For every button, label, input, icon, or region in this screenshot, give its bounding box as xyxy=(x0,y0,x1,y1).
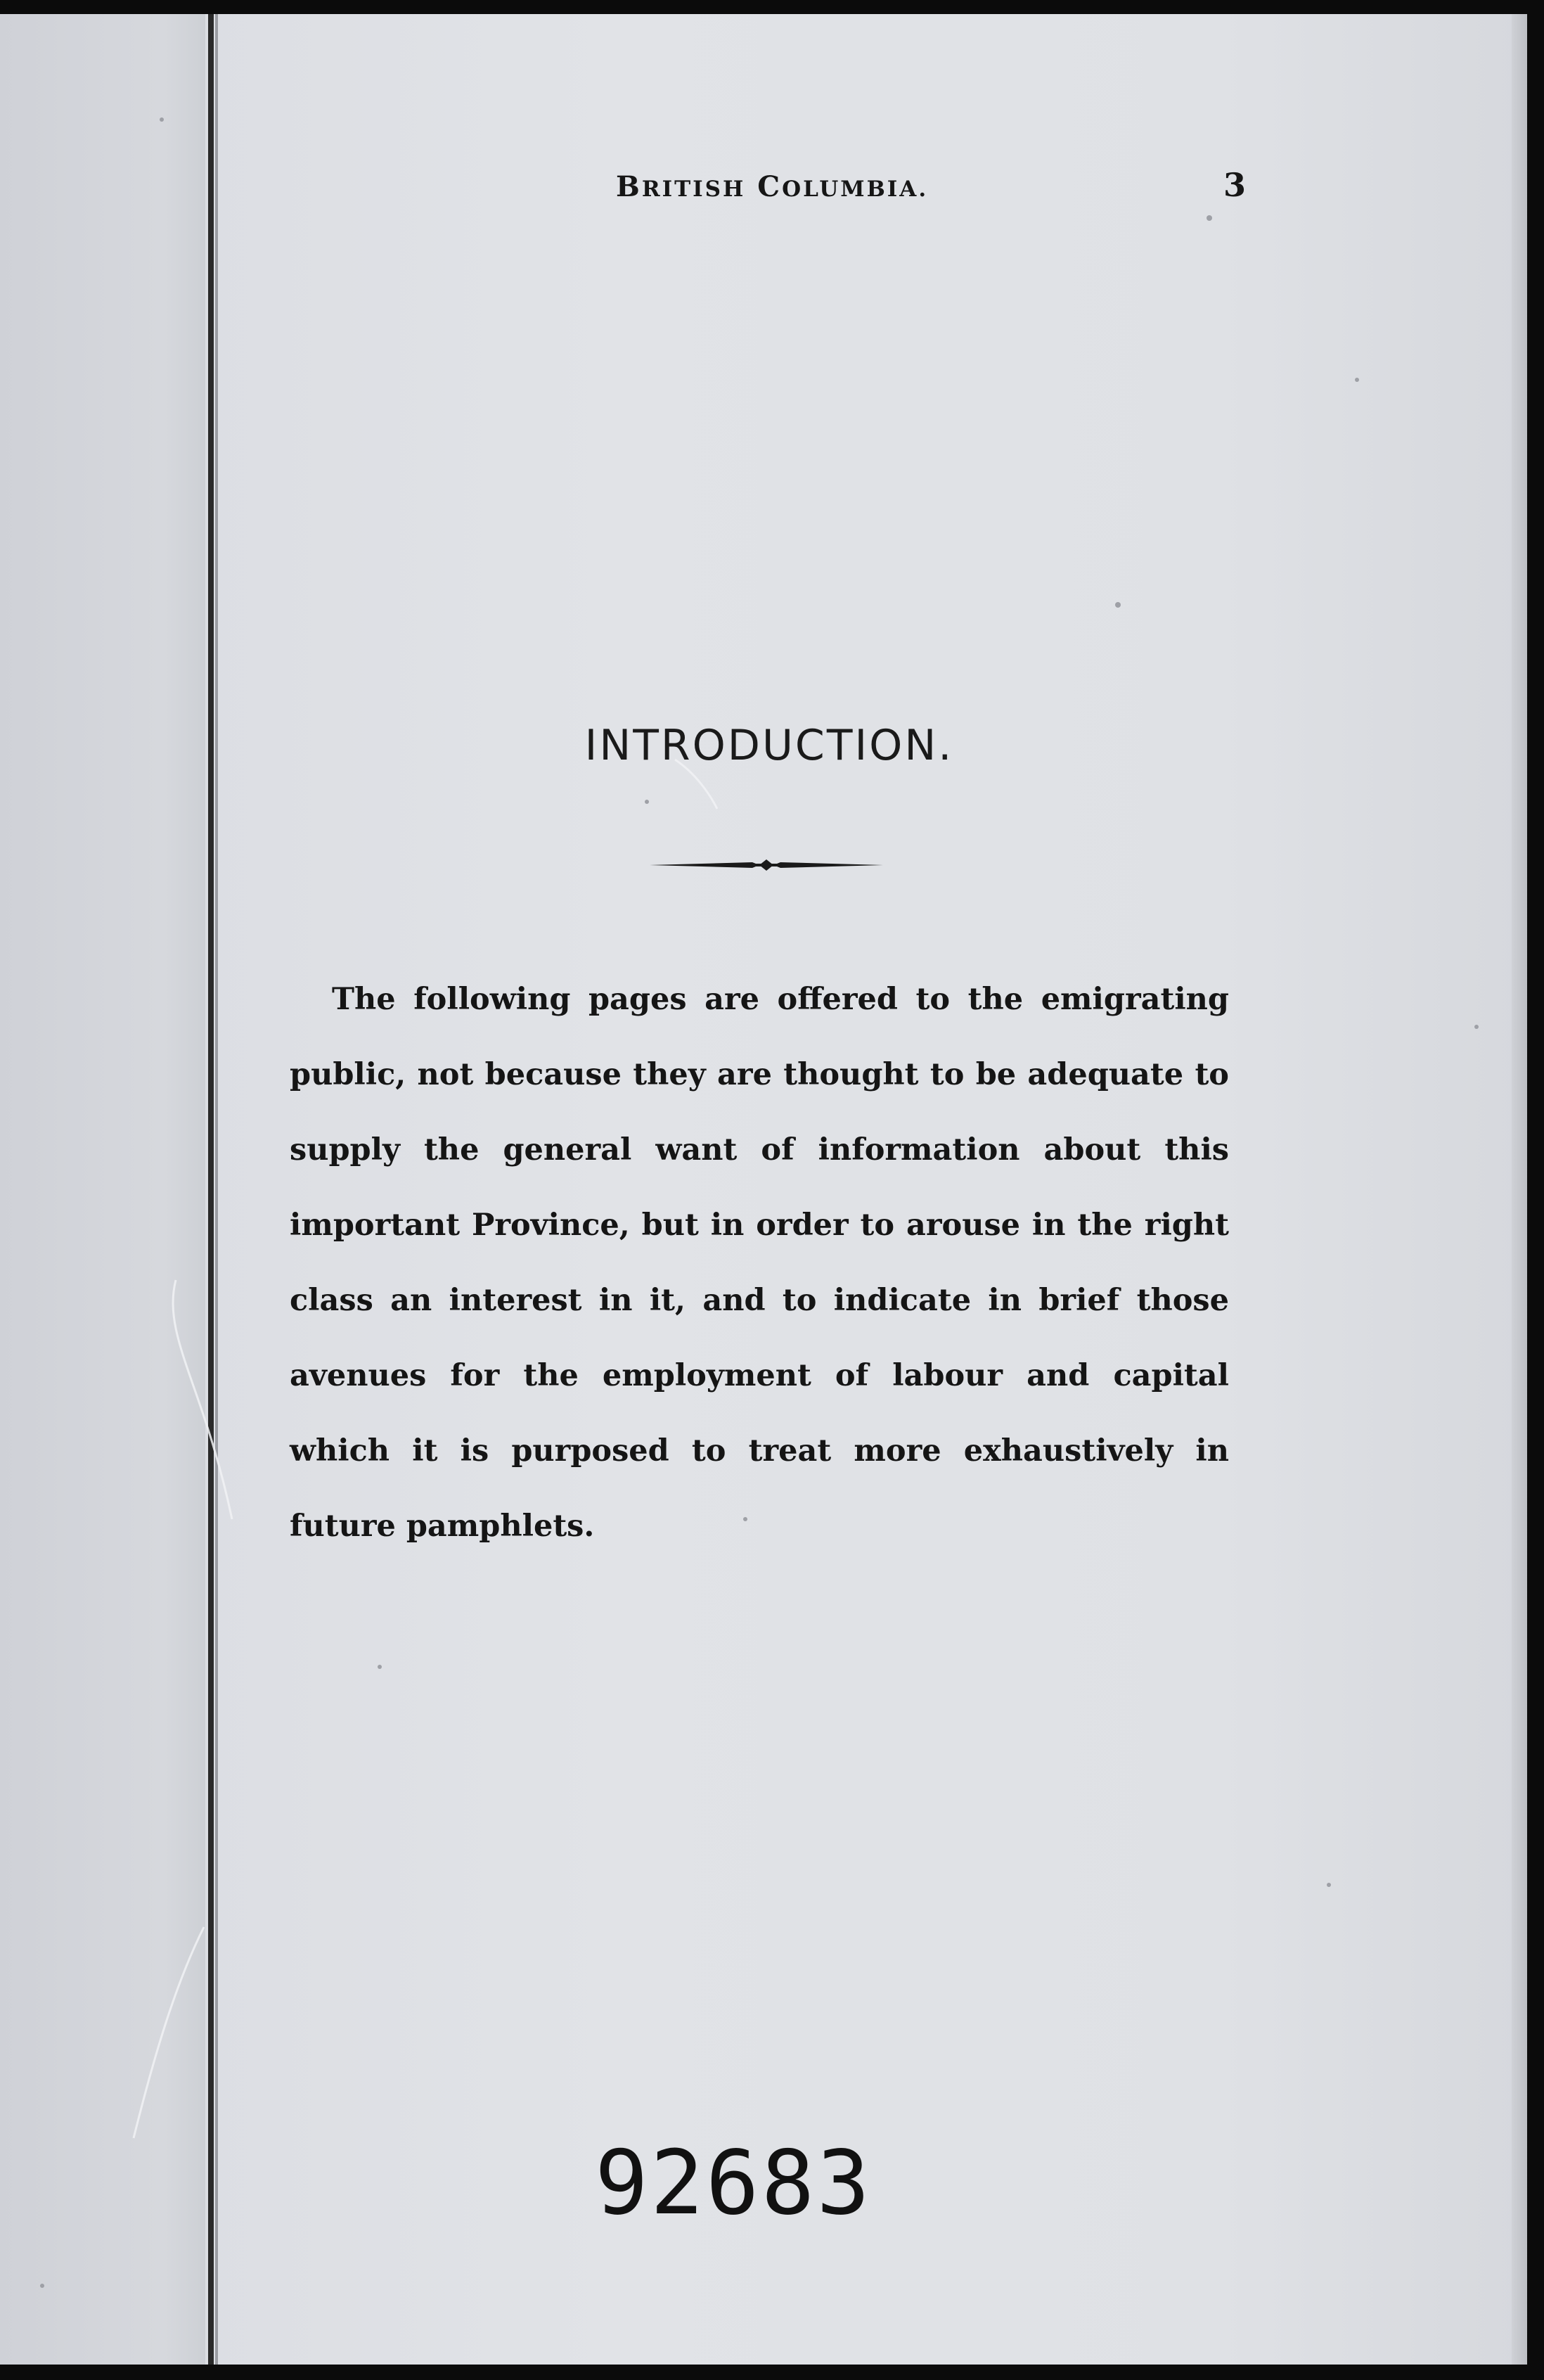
running-head-second-cap: C xyxy=(757,170,783,203)
running-head-first-rest: RITISH xyxy=(641,177,746,202)
introduction-paragraph: The following pages are offered to the emigrating public, not because they are thought to be adequate to supply the general want of information about this important Province, but in order to arouse in the right class an interest in it, and to indicate in brief those avenues for the employment of labour and capital which it is purposed to treat more exhaustively in future pamphlets. xyxy=(290,982,1229,1544)
left-margin-strip xyxy=(0,14,205,2365)
running-head xyxy=(616,170,928,203)
paper-sheet xyxy=(0,14,1527,2365)
section-title: INTRODUCTION. xyxy=(584,721,954,770)
ornamental-rule xyxy=(647,852,886,878)
binding-fold-line xyxy=(208,14,214,2365)
running-head-first-cap: B xyxy=(616,170,642,203)
right-page-edge xyxy=(1512,14,1527,2365)
binding-fold-highlight xyxy=(215,14,218,2365)
page-number: 3 xyxy=(1223,166,1247,204)
running-head-second-rest: OLUMBIA. xyxy=(782,177,929,202)
catalog-number: 92683 xyxy=(595,2131,873,2234)
